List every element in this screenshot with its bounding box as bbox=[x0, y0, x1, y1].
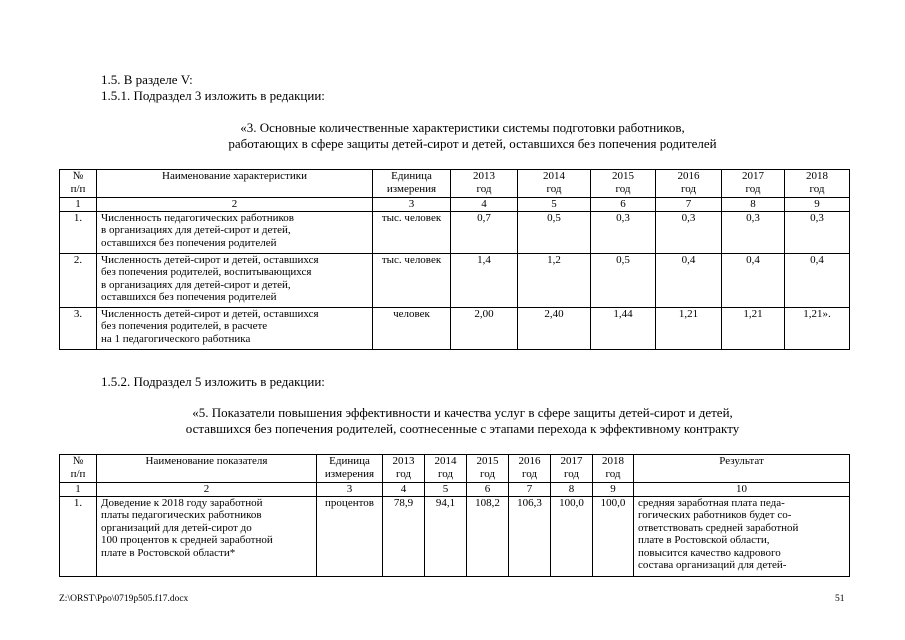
table2-header-cell: 2016 год bbox=[509, 455, 551, 483]
value-cell: 0,3 bbox=[656, 211, 722, 253]
indicators-table bbox=[59, 454, 850, 577]
row-unit: процентов bbox=[317, 496, 383, 576]
value-cell: 1,21 bbox=[722, 307, 785, 349]
table1-header-cell: 2016 год bbox=[656, 170, 722, 198]
value-cell: 0,4 bbox=[656, 253, 722, 307]
value-cell: 0,4 bbox=[722, 253, 785, 307]
value-cell: 0,3 bbox=[785, 211, 850, 253]
col-number: 2 bbox=[97, 483, 317, 497]
col-number: 8 bbox=[722, 198, 785, 212]
value-cell: 1,21». bbox=[785, 307, 850, 349]
table2-colnum-row bbox=[60, 483, 850, 497]
table1-header-cell: Наименование характеристики bbox=[97, 170, 373, 198]
col-number: 3 bbox=[317, 483, 383, 497]
table2-header-cell: № п/п bbox=[60, 455, 97, 483]
col-number: 6 bbox=[591, 198, 656, 212]
col-number: 1 bbox=[60, 198, 97, 212]
row-name: Численность педагогических работников в организациях для детей-сирот и детей, оставшихся без попечения родителей bbox=[97, 211, 373, 253]
table2-header-cell: 2013 год bbox=[383, 455, 425, 483]
col-number: 4 bbox=[451, 198, 518, 212]
col-number: 8 bbox=[551, 483, 593, 497]
col-number: 3 bbox=[373, 198, 451, 212]
row-unit: тыс. человек bbox=[373, 211, 451, 253]
table2-title-line1: «5. Показатели повышения эффективности и качества услуг в сфере защиты детей-сирот и детей, bbox=[192, 405, 733, 420]
table2-header-row bbox=[60, 455, 850, 483]
table1-header-cell: 2015 год bbox=[591, 170, 656, 198]
col-number: 2 bbox=[97, 198, 373, 212]
value-cell: 0,5 bbox=[591, 253, 656, 307]
row-number: 2. bbox=[60, 253, 97, 307]
col-number: 9 bbox=[593, 483, 634, 497]
table2-title-line2: оставшихся без попечения родителей, соотнесенные с этапами перехода к эффективному контракту bbox=[185, 421, 740, 436]
value-cell: 0,4 bbox=[785, 253, 850, 307]
table2-header-cell: Результат bbox=[634, 455, 850, 483]
value-cell: 0,5 bbox=[518, 211, 591, 253]
table-row bbox=[60, 211, 850, 253]
value-cell: 106,3 bbox=[509, 496, 551, 576]
characteristics-table bbox=[59, 169, 850, 350]
row-name: Численность детей-сирот и детей, оставшихся без попечения родителей, в расчете на 1 педагогического работника bbox=[97, 307, 373, 349]
row-unit: тыс. человек bbox=[373, 253, 451, 307]
section-heading: 1.5. В разделе V: bbox=[101, 72, 193, 87]
table2-header-cell: 2015 год bbox=[467, 455, 509, 483]
table1-header-cell: 2017 год bbox=[722, 170, 785, 198]
table1-header-cell: 2013 год bbox=[451, 170, 518, 198]
table1-header-cell: Единица измерения bbox=[373, 170, 451, 198]
subsection-2-heading: 1.5.2. Подраздел 5 изложить в редакции: bbox=[101, 374, 325, 389]
table2-header-cell: 2017 год bbox=[551, 455, 593, 483]
table2-header-cell: 2018 год bbox=[593, 455, 634, 483]
footer-file-path: Z:\ORST\Ppo\0719p505.f17.docx bbox=[59, 594, 189, 604]
result-cell: средняя заработная плата педа- гогических работников будет со- ответствовать средней заработной плате в Ростовской области, повысится качество кадрового состава организаций для детей- bbox=[634, 496, 850, 576]
col-number: 1 bbox=[60, 483, 97, 497]
value-cell: 1,21 bbox=[656, 307, 722, 349]
value-cell: 100,0 bbox=[551, 496, 593, 576]
table1-title-line2: работающих в сфере защиты детей-сирот и детей, оставшихся без попечения родителей bbox=[228, 136, 717, 151]
table1-colnum-row bbox=[60, 198, 850, 212]
table2-header-cell: Единица измерения bbox=[317, 455, 383, 483]
col-number: 10 bbox=[634, 483, 850, 497]
value-cell: 0,3 bbox=[722, 211, 785, 253]
row-number: 3. bbox=[60, 307, 97, 349]
col-number: 5 bbox=[425, 483, 467, 497]
table1-header-cell: № п/п bbox=[60, 170, 97, 198]
col-number: 6 bbox=[467, 483, 509, 497]
table-row bbox=[60, 496, 850, 576]
value-cell: 100,0 bbox=[593, 496, 634, 576]
row-name: Доведение к 2018 году заработной платы педагогических работников организаций для детей-сирот до 100 процентов к средней заработной плате в Ростовской области* bbox=[97, 496, 317, 576]
table1-header-row bbox=[60, 170, 850, 198]
row-name: Численность детей-сирот и детей, оставшихся без попечения родителей, воспитывающихся в организациях для детей-сирот и детей, оставшихся без попечения родителей bbox=[97, 253, 373, 307]
table-row bbox=[60, 253, 850, 307]
table2-header-cell: Наименование показателя bbox=[97, 455, 317, 483]
table1-header-cell: 2014 год bbox=[518, 170, 591, 198]
page-number: 51 bbox=[835, 594, 845, 604]
col-number: 7 bbox=[509, 483, 551, 497]
row-unit: человек bbox=[373, 307, 451, 349]
value-cell: 1,2 bbox=[518, 253, 591, 307]
value-cell: 2,40 bbox=[518, 307, 591, 349]
table2-header-cell: 2014 год bbox=[425, 455, 467, 483]
row-number: 1. bbox=[60, 211, 97, 253]
table1-title-line1: «3. Основные количественные характеристики системы подготовки работников, bbox=[240, 120, 685, 135]
value-cell: 2,00 bbox=[451, 307, 518, 349]
col-number: 7 bbox=[656, 198, 722, 212]
row-number: 1. bbox=[60, 496, 97, 576]
col-number: 4 bbox=[383, 483, 425, 497]
value-cell: 1,44 bbox=[591, 307, 656, 349]
col-number: 5 bbox=[518, 198, 591, 212]
value-cell: 94,1 bbox=[425, 496, 467, 576]
table-row bbox=[60, 307, 850, 349]
table1-header-cell: 2018 год bbox=[785, 170, 850, 198]
value-cell: 108,2 bbox=[467, 496, 509, 576]
value-cell: 0,3 bbox=[591, 211, 656, 253]
value-cell: 78,9 bbox=[383, 496, 425, 576]
col-number: 9 bbox=[785, 198, 850, 212]
value-cell: 1,4 bbox=[451, 253, 518, 307]
value-cell: 0,7 bbox=[451, 211, 518, 253]
subsection-1-heading: 1.5.1. Подраздел 3 изложить в редакции: bbox=[101, 88, 325, 103]
